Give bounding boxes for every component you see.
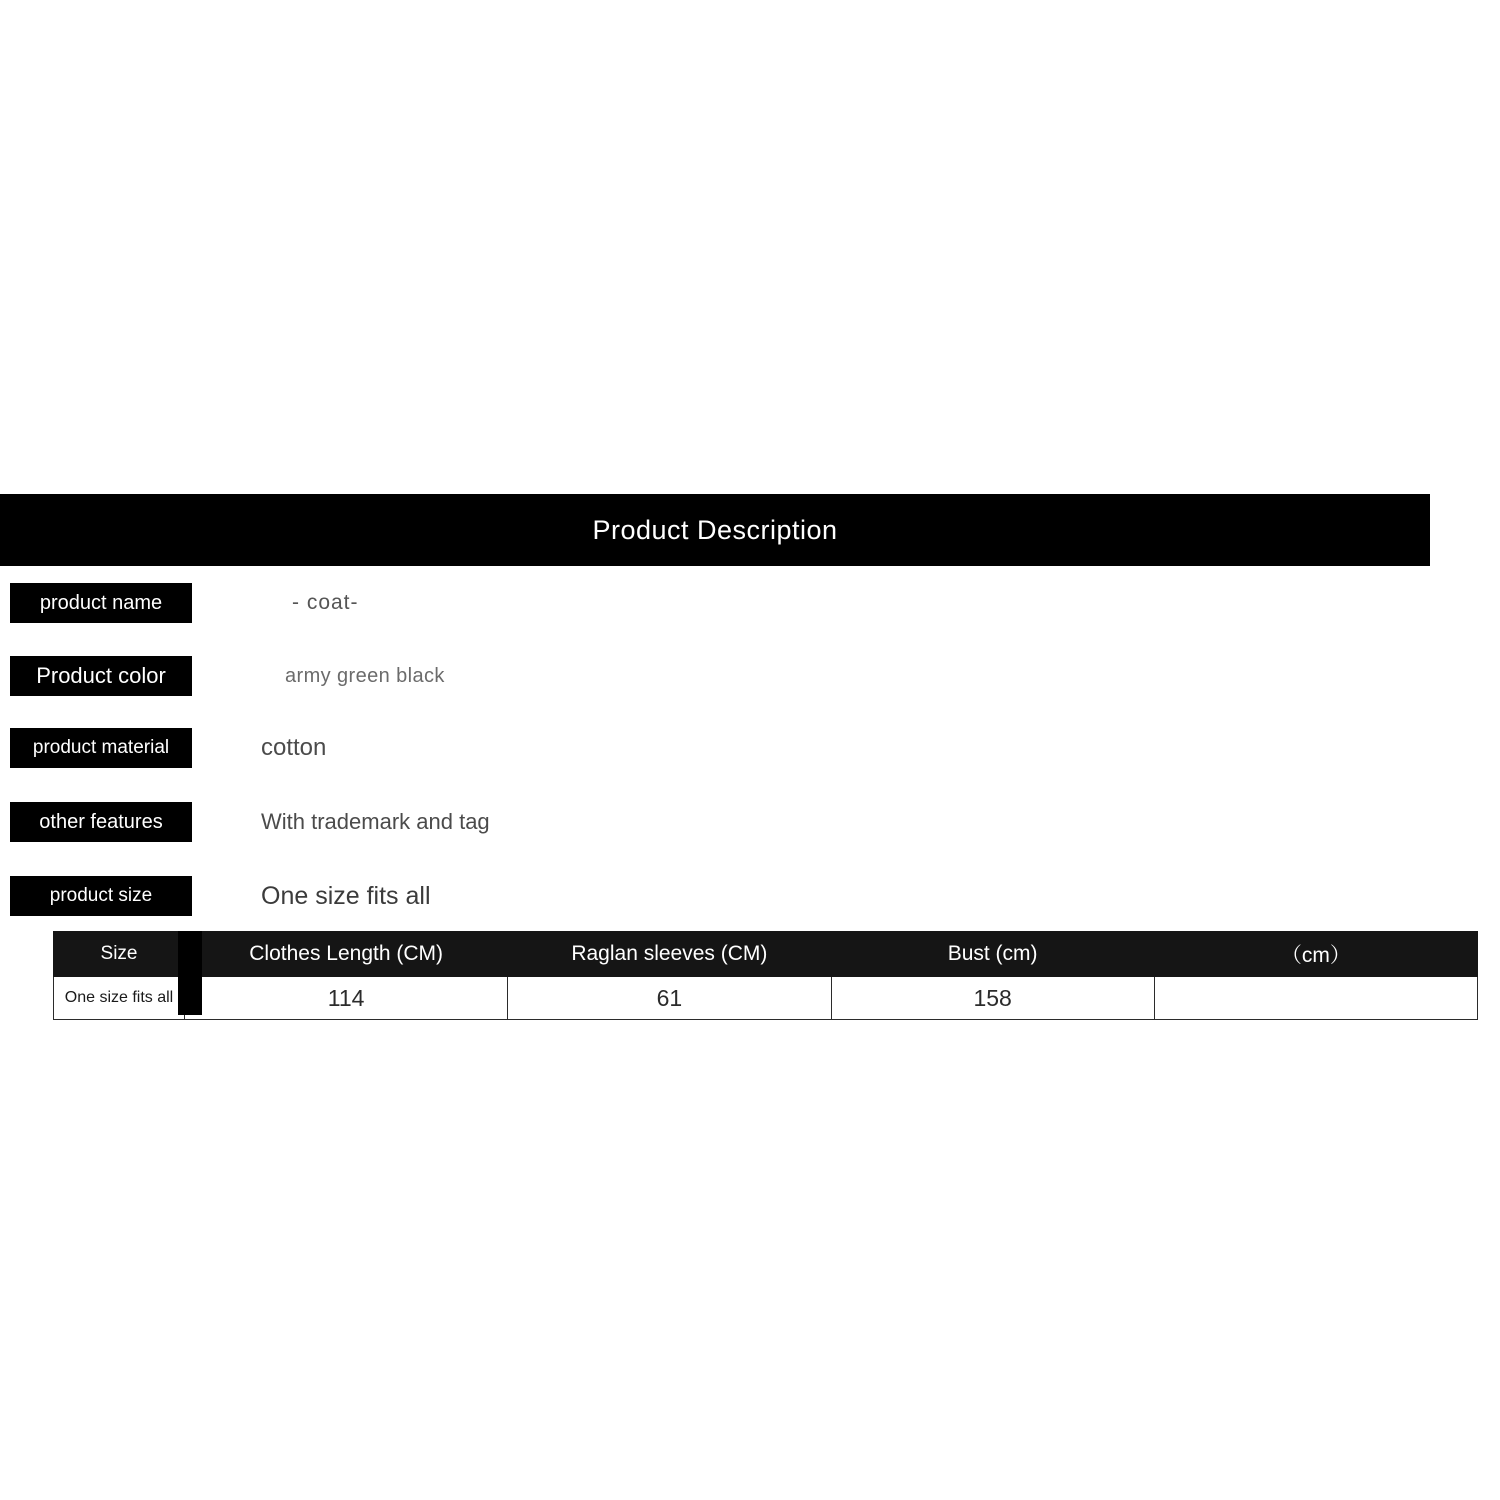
spec-value-product-size: One size fits all bbox=[261, 881, 431, 910]
size-chart-table bbox=[53, 931, 1478, 1020]
spec-value-product-color: army green black bbox=[285, 664, 445, 687]
spec-label-product-size: product size bbox=[10, 876, 192, 916]
spec-label-product-color: Product color bbox=[10, 656, 192, 696]
spec-value-product-material: cotton bbox=[261, 734, 327, 761]
column-header-clothes-length: Clothes Length (CM) bbox=[185, 932, 508, 977]
column-header-bust: Bust (cm) bbox=[831, 932, 1154, 977]
cell-clothes-length: 114 bbox=[185, 977, 508, 1020]
page-title: Product Description bbox=[592, 514, 838, 545]
spec-label-other-features: other features bbox=[10, 802, 192, 842]
column-header-cm: （cm） bbox=[1154, 932, 1477, 977]
table-header-row bbox=[54, 932, 1478, 977]
product-description-banner bbox=[0, 494, 1430, 566]
spec-value-product-name: - coat- bbox=[292, 591, 359, 614]
column-header-raglan-sleeves: Raglan sleeves (CM) bbox=[508, 932, 831, 977]
cell-cm bbox=[1154, 977, 1477, 1020]
spec-label-product-material: product material bbox=[10, 728, 192, 768]
cell-raglan-sleeves: 61 bbox=[508, 977, 831, 1020]
cell-bust: 158 bbox=[831, 977, 1154, 1020]
spec-label-product-name: product name bbox=[10, 583, 192, 623]
cell-size: One size fits all bbox=[54, 977, 185, 1020]
column-header-size: Size bbox=[54, 932, 185, 977]
print-artifact-mark bbox=[178, 931, 202, 1015]
spec-value-other-features: With trademark and tag bbox=[261, 809, 490, 834]
table-row bbox=[54, 977, 1478, 1020]
